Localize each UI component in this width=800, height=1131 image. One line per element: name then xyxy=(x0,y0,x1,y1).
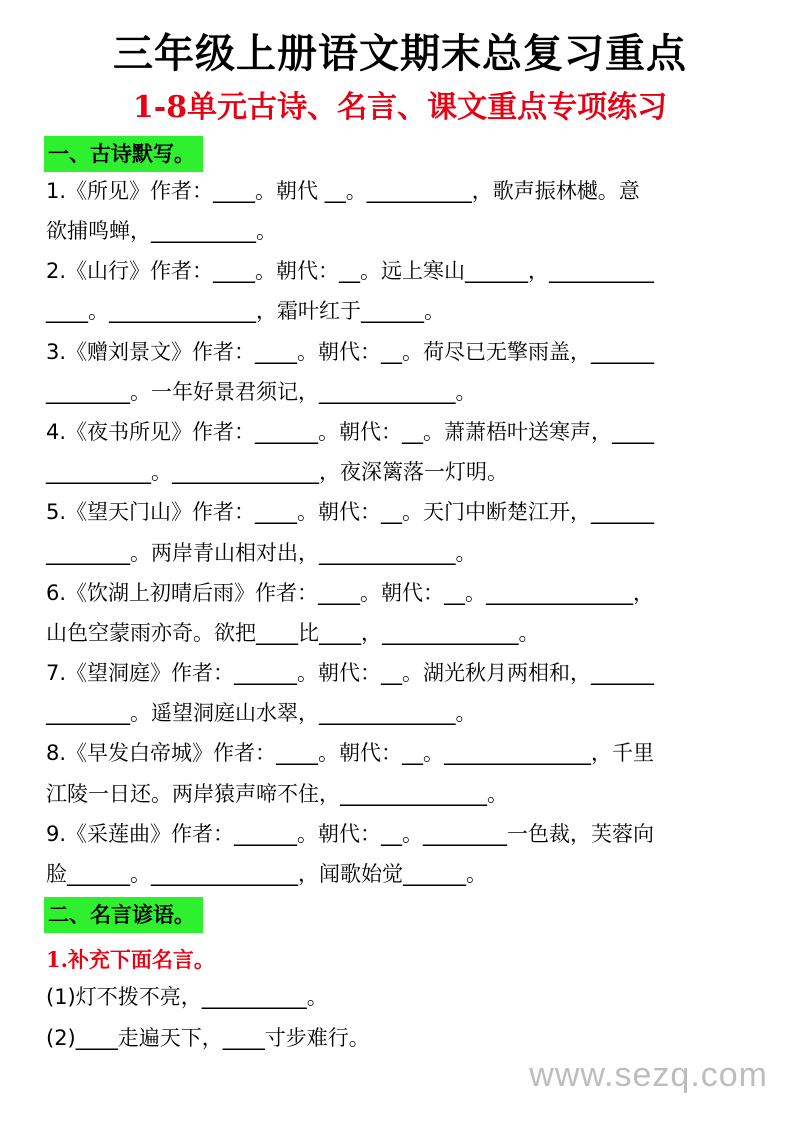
watermark: www.sezq.com xyxy=(529,1056,768,1094)
sub-heading-complete-quotes: 1.补充下面名言。 xyxy=(46,947,215,972)
exercise-line: 3.《赠刘景文》作者：____。朝代：__。荷尽已无擎雨盖，______ xyxy=(46,340,655,364)
exercise-line: 9.《采莲曲》作者：______。朝代：__。________一色裁，芙蓉向 xyxy=(46,822,655,846)
exercise-line: 脸______。______________，闻歌始觉______。 xyxy=(46,862,487,886)
exercise-line: ____。______________，霜叶红于______。 xyxy=(46,299,445,323)
exercise-line: __________。______________，夜深篱落一灯明。 xyxy=(46,460,508,484)
exercise-line: ________。两岸青山相对出，_____________。 xyxy=(46,541,477,565)
exercise-line: ________。遥望洞庭山水翠，_____________。 xyxy=(46,701,477,725)
exercise-line: 山色空蒙雨亦奇。欲把____比____，_____________。 xyxy=(46,621,540,645)
section-heading-quotes: 二、名言谚语。 xyxy=(44,897,203,933)
page-title: 三年级上册语文期末总复习重点 xyxy=(113,30,687,77)
exercise-line: 1.《所见》作者：____。朝代 __。__________，歌声振林樾。意 xyxy=(46,179,640,203)
exercise-line: 8.《早发白帝城》作者：____。朝代：__。______________，千里 xyxy=(46,741,655,765)
exercise-line: 7.《望洞庭》作者：______。朝代：__。湖光秋月两相和，______ xyxy=(46,661,655,685)
exercise-line: 4.《夜书所见》作者：______。朝代：__。萧萧梧叶送寒声，____ xyxy=(46,420,655,444)
exercise-line: (2)____走遍天下，____寸步难行。 xyxy=(46,1026,370,1050)
exercise-line: 欲捕鸣蝉，__________。 xyxy=(46,219,277,243)
exercise-line: 5.《望天门山》作者：____。朝代：__。天门中断楚江开，______ xyxy=(46,500,655,524)
page-subtitle: 1-8单元古诗、名言、课文重点专项练习 xyxy=(132,90,668,125)
exercise-line: ________。一年好景君须记，_____________。 xyxy=(46,380,477,404)
exercise-line: 2.《山行》作者：____。朝代：__。远上寒山______，__________ xyxy=(46,259,655,283)
exercise-line: 江陵一日还。两岸猿声啼不住，______________。 xyxy=(46,782,508,806)
exercise-line: 6.《饮湖上初晴后雨》作者：____。朝代：__。______________， xyxy=(46,581,655,605)
section-heading-poems: 一、古诗默写。 xyxy=(44,136,203,172)
exercise-line: (1)灯不拨不亮，__________。 xyxy=(46,985,328,1009)
